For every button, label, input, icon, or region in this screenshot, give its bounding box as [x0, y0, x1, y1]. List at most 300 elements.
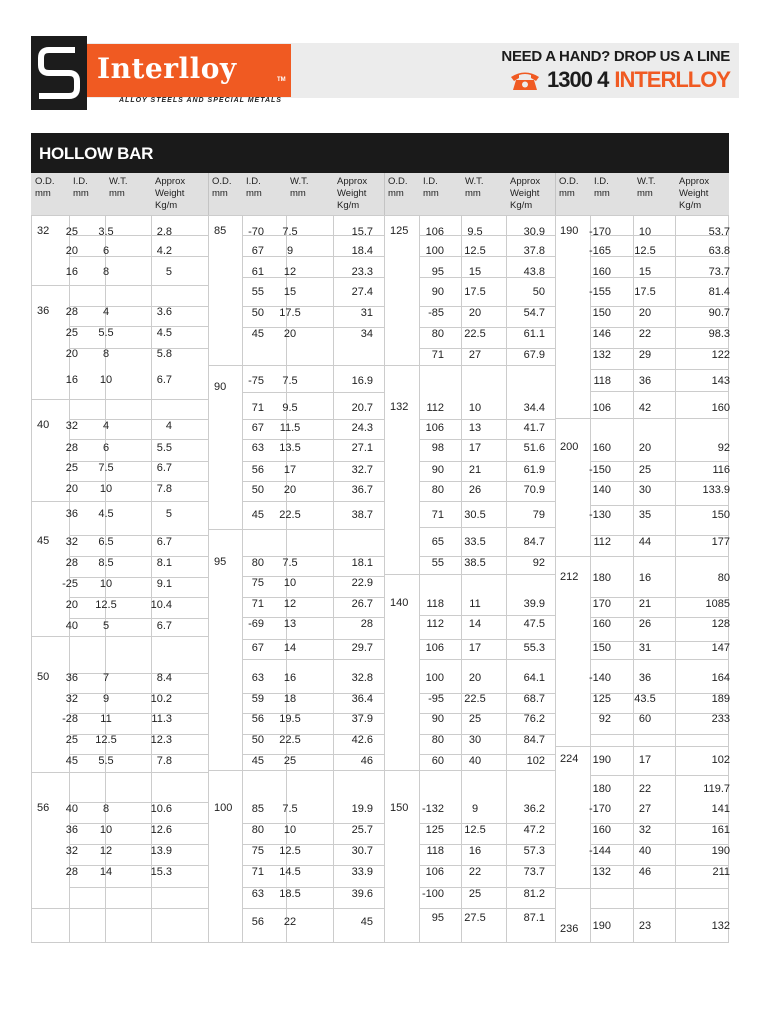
id-value: 40 [65, 803, 78, 815]
row-separator [242, 908, 384, 909]
id-value: -28 [62, 713, 78, 725]
wt-value: 6 [102, 245, 110, 257]
wt-value: 7.5 [282, 557, 298, 569]
id-value: 146 [592, 328, 611, 340]
wt-value: 22 [638, 783, 652, 795]
wt-value: 27.5 [464, 912, 486, 924]
weight-value: 27.1 [351, 442, 373, 454]
wt-value: 20 [283, 484, 297, 496]
id-value: 90 [431, 286, 444, 298]
header-divider [555, 173, 556, 215]
id-value: 190 [592, 754, 611, 766]
weight-value: 90.7 [708, 307, 730, 319]
id-value: -25 [62, 578, 78, 590]
wt-value: 13.5 [279, 442, 301, 454]
wt-value: 9.5 [467, 226, 483, 238]
wt-value: 33.5 [464, 536, 486, 548]
wt-value: 15 [468, 266, 482, 278]
id-value: 180 [592, 572, 611, 584]
wt-value: 18 [283, 693, 297, 705]
wt-value: 25 [638, 464, 652, 476]
id-value: 32 [65, 693, 78, 705]
group-separator [208, 770, 384, 771]
wt-value: 25 [468, 713, 482, 725]
wt-value: 8 [102, 266, 110, 278]
wt-value: 10 [283, 577, 297, 589]
wt-value: 7 [102, 672, 110, 684]
weight-value: 30.7 [351, 845, 373, 857]
weight-value: 76.2 [523, 713, 545, 725]
weight-value: 42.6 [351, 734, 373, 746]
column-divider [419, 215, 420, 942]
weight-value: 24.3 [351, 422, 373, 434]
weight-value: 18.4 [351, 245, 373, 257]
weight-value: 32.7 [351, 464, 373, 476]
id-value: 112 [426, 618, 444, 630]
id-value: 45 [251, 755, 264, 767]
header-wt: W.T. mm [637, 176, 656, 199]
weight-value: 15.7 [351, 226, 373, 238]
od-value: 32 [37, 225, 50, 237]
id-value: -144 [588, 845, 611, 857]
wt-value: 11 [469, 598, 481, 610]
wt-value: 8.5 [98, 557, 114, 569]
id-value: 36 [65, 508, 78, 520]
wt-value: 20 [468, 307, 482, 319]
weight-value: 15.3 [150, 866, 172, 878]
wt-value: 9 [286, 245, 294, 257]
group-separator [555, 418, 729, 419]
group-separator [555, 556, 729, 557]
row-separator [419, 615, 555, 616]
wt-value: 30 [638, 484, 652, 496]
weight-value: 132 [711, 920, 730, 932]
wt-value: 40 [638, 845, 652, 857]
weight-value: 4 [165, 420, 172, 432]
id-value: 118 [593, 375, 611, 387]
id-value: 61 [251, 266, 264, 278]
weight-value: 10.4 [150, 599, 172, 611]
id-value: 106 [425, 226, 444, 238]
weight-value: 81.4 [708, 286, 730, 298]
wt-value: 22.5 [279, 509, 301, 521]
row-separator [242, 419, 384, 420]
id-value: 32 [65, 845, 78, 857]
wt-value: 31 [638, 642, 652, 654]
weight-value: 12.6 [150, 824, 172, 836]
id-value: 50 [251, 484, 264, 496]
id-value: 80 [251, 824, 264, 836]
row-separator [590, 659, 729, 660]
group-separator [31, 636, 208, 637]
id-value: 45 [251, 328, 264, 340]
weight-value: 39.6 [351, 888, 373, 900]
od-value: 56 [37, 802, 50, 814]
weight-value: 9.1 [156, 578, 172, 590]
od-value: 212 [560, 571, 579, 583]
id-value: -130 [588, 509, 611, 521]
wt-value: 10 [638, 226, 652, 238]
row-separator [590, 734, 729, 735]
weight-value: 34 [360, 328, 373, 340]
wt-value: 44 [638, 536, 652, 548]
header-od: O.D. mm [35, 176, 55, 199]
wt-value: 9 [102, 693, 110, 705]
wt-value: 13 [468, 422, 482, 434]
weight-value: 102 [526, 755, 545, 767]
wt-value: 14 [283, 642, 297, 654]
header-id: I.D. mm [423, 176, 439, 199]
wt-value: 17.5 [634, 286, 656, 298]
weight-value: 33.9 [351, 866, 373, 878]
wt-value: 5.5 [98, 755, 114, 767]
wt-value: 8 [102, 803, 110, 815]
row-separator [590, 391, 729, 392]
weight-value: 150 [711, 509, 730, 521]
wt-value: 38.5 [464, 557, 486, 569]
id-value: 75 [251, 577, 264, 589]
wt-value: 22.5 [279, 734, 301, 746]
id-value: 45 [65, 755, 78, 767]
table-border-left [31, 215, 32, 943]
wt-value: 10 [99, 374, 113, 386]
phone-prefix: 1300 4 [547, 67, 609, 92]
weight-value: 61.9 [523, 464, 545, 476]
weight-value: 61.1 [523, 328, 545, 340]
group-separator [384, 574, 555, 575]
weight-value: 7.8 [156, 483, 172, 495]
od-value: 125 [390, 225, 409, 237]
weight-value: 10.2 [150, 693, 172, 705]
id-value: 67 [251, 245, 264, 257]
weight-value: 38.7 [351, 509, 373, 521]
wt-value: 22.5 [464, 328, 486, 340]
weight-value: 54.7 [523, 307, 545, 319]
id-value: 28 [65, 557, 78, 569]
weight-value: 43.8 [523, 266, 545, 278]
row-separator [242, 392, 384, 393]
brand-tagline: ALLOY STEELS AND SPECIAL METALS [119, 97, 282, 104]
weight-value: 28 [360, 618, 373, 630]
id-value: 71 [251, 598, 264, 610]
wt-value: 16 [468, 845, 482, 857]
id-value: 65 [431, 536, 444, 548]
id-value: 75 [251, 845, 264, 857]
header-weight: Approx Weight Kg/m [155, 176, 186, 211]
weight-value: 11.3 [151, 713, 172, 725]
weight-value: 47.5 [523, 618, 545, 630]
id-value: 106 [425, 866, 444, 878]
id-value: 67 [251, 422, 264, 434]
wt-value: 20 [468, 672, 482, 684]
id-value: 16 [65, 266, 78, 278]
wt-value: 22.5 [464, 693, 486, 705]
row-separator [69, 577, 208, 578]
contact-headline: NEED A HAND? DROP US A LINE [501, 48, 730, 65]
id-value: 63 [251, 672, 264, 684]
wt-value: 7.5 [282, 375, 298, 387]
wt-value: 6.5 [98, 536, 114, 548]
header-od: O.D. mm [388, 176, 408, 199]
column-divider [675, 215, 676, 942]
row-separator [69, 734, 208, 735]
wt-value: 15 [283, 286, 297, 298]
weight-value: 19.9 [351, 803, 373, 815]
header-weight: Approx Weight Kg/m [510, 176, 541, 211]
header-wt: W.T. mm [290, 176, 309, 199]
contact-phone [501, 67, 730, 93]
block-divider [208, 215, 209, 943]
id-value: 71 [251, 402, 264, 414]
id-value: -70 [248, 226, 264, 238]
weight-value: 177 [711, 536, 730, 548]
row-separator [242, 659, 384, 660]
weight-value: 12.3 [150, 734, 172, 746]
wt-value: 60 [638, 713, 652, 725]
id-value: 150 [592, 642, 611, 654]
id-value: 112 [593, 536, 611, 548]
id-value: 160 [592, 824, 611, 836]
row-separator [590, 369, 729, 370]
weight-value: 161 [711, 824, 730, 836]
weight-value: 16.9 [351, 375, 373, 387]
wt-value: 7.5 [98, 462, 114, 474]
wt-value: 5.5 [98, 327, 114, 339]
weight-value: 23.3 [351, 266, 373, 278]
header-weight: Approx Weight Kg/m [337, 176, 368, 211]
wt-value: 13 [283, 618, 297, 630]
weight-value: 8.4 [156, 672, 172, 684]
wt-value: 43.5 [634, 693, 656, 705]
id-value: 132 [592, 866, 611, 878]
group-separator [31, 772, 208, 773]
weight-value: 233 [711, 713, 730, 725]
weight-value: 133.9 [702, 484, 730, 496]
id-value: 40 [65, 620, 78, 632]
id-value: 36 [65, 672, 78, 684]
weight-value: 64.1 [523, 672, 545, 684]
weight-value: 55.3 [523, 642, 545, 654]
row-separator [590, 461, 729, 462]
weight-value: 211 [712, 866, 730, 878]
column-divider [333, 215, 334, 942]
weight-value: 39.9 [523, 598, 545, 610]
wt-value: 19.5 [279, 713, 301, 725]
weight-value: 36.4 [351, 693, 373, 705]
od-value: 140 [390, 597, 409, 609]
wt-value: 17.5 [464, 286, 486, 298]
weight-value: 122 [711, 349, 730, 361]
weight-value: 68.7 [523, 693, 545, 705]
id-value: 25 [65, 327, 78, 339]
row-separator [69, 887, 208, 888]
weight-value: 10.6 [150, 803, 172, 815]
weight-value: 84.7 [523, 536, 545, 548]
row-separator [69, 556, 208, 557]
wt-value: 12.5 [279, 845, 301, 857]
weight-value: 147 [711, 642, 730, 654]
wt-value: 10 [99, 578, 113, 590]
brand-name: Interlloy [97, 52, 237, 85]
id-value: 118 [426, 598, 444, 610]
id-value: 32 [65, 420, 78, 432]
wt-value: 10 [468, 402, 482, 414]
wt-value: 4 [102, 420, 110, 432]
id-value: 125 [592, 693, 611, 705]
column-divider [506, 215, 507, 942]
wt-value: 30.5 [464, 509, 486, 521]
weight-value: 128 [711, 618, 730, 630]
header-od: O.D. mm [559, 176, 579, 199]
weight-value: 2.8 [156, 226, 172, 238]
wt-value: 17.5 [279, 307, 301, 319]
wt-value: 7.5 [282, 226, 298, 238]
header-divider [384, 173, 385, 215]
weight-value: 102 [711, 754, 730, 766]
wt-value: 21 [468, 464, 482, 476]
wt-value: 35 [638, 509, 652, 521]
wt-value: 3.5 [98, 226, 114, 238]
weight-value: 141 [711, 803, 730, 815]
id-value: 20 [65, 348, 78, 360]
group-separator [31, 501, 208, 502]
id-value: 190 [592, 920, 611, 932]
row-separator [242, 501, 384, 502]
weight-value: 5 [165, 266, 172, 278]
id-value: 150 [592, 307, 611, 319]
weight-value: 31 [360, 307, 373, 319]
row-separator [590, 775, 729, 776]
id-value: 56 [251, 713, 264, 725]
id-value: 170 [592, 598, 611, 610]
wt-value: 17 [468, 642, 482, 654]
weight-value: 45 [360, 916, 373, 928]
wt-value: 23 [638, 920, 652, 932]
id-value: 95 [431, 266, 444, 278]
wt-value: 26 [638, 618, 652, 630]
id-value: 90 [431, 713, 444, 725]
id-value: 60 [431, 755, 444, 767]
id-value: 45 [251, 509, 264, 521]
weight-value: 80 [717, 572, 730, 584]
hollow-bar-table [31, 215, 729, 942]
row-separator [419, 439, 555, 440]
wt-value: 11.5 [279, 422, 301, 434]
weight-value: 36.7 [351, 484, 373, 496]
section-title: HOLLOW BAR [39, 144, 154, 163]
od-value: 200 [560, 441, 579, 453]
id-value: 106 [425, 422, 444, 434]
row-separator [69, 693, 208, 694]
weight-value: 84.7 [523, 734, 545, 746]
wt-value: 6 [102, 442, 110, 454]
weight-value: 36.2 [523, 803, 545, 815]
id-value: 80 [251, 557, 264, 569]
weight-value: 119.7 [703, 783, 730, 795]
group-separator [31, 908, 208, 909]
weight-value: 164 [711, 672, 730, 684]
weight-value: 8.1 [156, 557, 172, 569]
row-separator [69, 419, 208, 420]
weight-value: 4.5 [156, 327, 172, 339]
wt-value: 12.5 [464, 245, 486, 257]
header-wt: W.T. mm [465, 176, 484, 199]
weight-value: 5.8 [156, 348, 172, 360]
id-value: 180 [592, 783, 611, 795]
wt-value: 10 [99, 824, 113, 836]
wt-value: 7.5 [282, 803, 298, 815]
id-value: -170 [588, 226, 611, 238]
wt-value: 10 [99, 483, 113, 495]
row-separator [69, 802, 208, 803]
wt-value: 18.5 [279, 888, 301, 900]
weight-value: 30.9 [523, 226, 545, 238]
id-value: 50 [251, 307, 264, 319]
wt-value: 29 [638, 349, 652, 361]
weight-value: 63.8 [708, 245, 730, 257]
weight-value: 4.2 [156, 245, 172, 257]
id-value: 106 [425, 642, 444, 654]
header-od: O.D. mm [212, 176, 232, 199]
wt-value: 27 [468, 349, 482, 361]
id-value: 67 [251, 642, 264, 654]
id-value: 85 [251, 803, 264, 815]
row-separator [69, 713, 208, 714]
weight-value: 190 [711, 845, 730, 857]
group-separator [555, 746, 729, 747]
od-value: 40 [37, 419, 50, 431]
weight-value: 6.7 [156, 536, 172, 548]
wt-value: 40 [468, 755, 482, 767]
group-separator [31, 285, 208, 286]
wt-value: 20 [638, 307, 652, 319]
id-value: 56 [251, 464, 264, 476]
id-value: 32 [65, 536, 78, 548]
group-separator [208, 942, 384, 943]
row-separator [419, 527, 555, 528]
id-value: 50 [251, 734, 264, 746]
row-separator [419, 908, 555, 909]
id-value: 71 [431, 509, 444, 521]
header-weight: Approx Weight Kg/m [679, 176, 710, 211]
wt-value: 27 [638, 803, 652, 815]
weight-value: 5 [165, 508, 172, 520]
id-value: 106 [592, 402, 611, 414]
weight-value: 47.2 [523, 824, 545, 836]
logo-s-icon [31, 36, 87, 110]
od-value: 85 [214, 225, 227, 237]
row-separator [69, 348, 208, 349]
id-value: 16 [65, 374, 78, 386]
telephone-icon [509, 69, 541, 91]
table-border-top [31, 215, 729, 216]
id-value: -100 [421, 888, 444, 900]
row-separator [419, 481, 555, 482]
od-value: 95 [214, 556, 227, 568]
id-value: 160 [592, 618, 611, 630]
id-value: 28 [65, 442, 78, 454]
weight-value: 73.7 [708, 266, 730, 278]
row-separator [69, 461, 208, 462]
wt-value: 12.5 [464, 824, 486, 836]
wt-value: 4.5 [98, 508, 114, 520]
group-separator [31, 399, 208, 400]
phone-brand: INTERLLOY [614, 67, 730, 92]
weight-value: 34.4 [523, 402, 545, 414]
weight-value: 6.7 [156, 620, 172, 632]
weight-value: 18.1 [351, 557, 373, 569]
wt-value: 22 [638, 328, 652, 340]
